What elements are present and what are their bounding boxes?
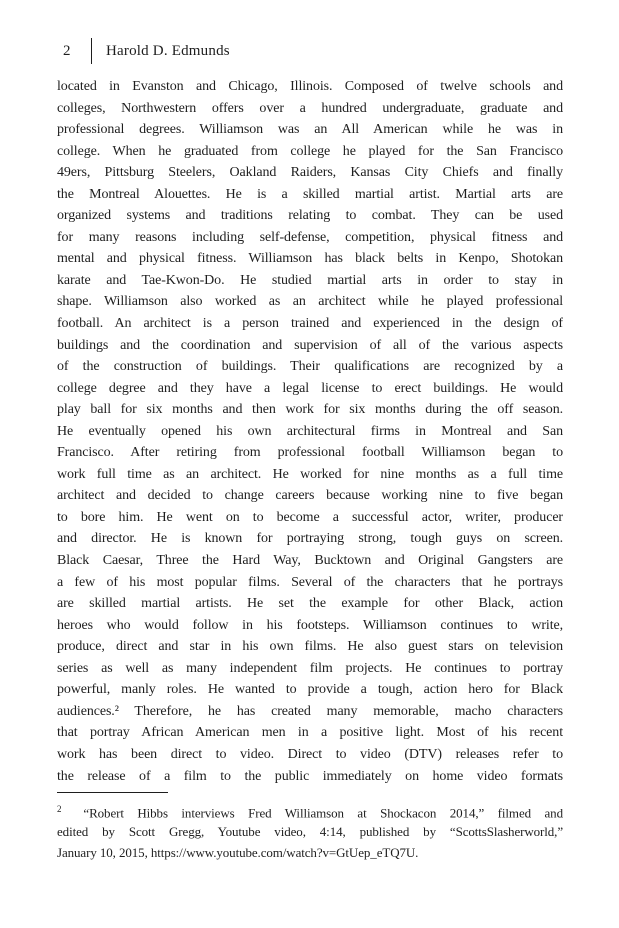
page-content bbox=[57, 38, 563, 864]
body-text-line: college degree and they have a legal license to erect buildings. He would bbox=[57, 380, 563, 396]
body-text-line: play ball for six months and then work for six months during the off season. bbox=[57, 402, 563, 418]
body-text-line: series as well as many independent film projects. He continues to portray bbox=[57, 660, 563, 676]
footnote-text: “Robert Hibbs interviews Fred Williamson at Shockacon 2014,” filmed and bbox=[83, 805, 563, 821]
body-text-line: professional degrees. Williamson was an All American while he was in bbox=[57, 122, 563, 138]
body-text-line: mental and physical fitness. Williamson has black belts in Kenpo, Shotokan bbox=[57, 251, 563, 267]
body-text bbox=[57, 76, 563, 787]
running-header: Harold D. Edmunds bbox=[106, 42, 230, 59]
body-text-line: of the construction of buildings. Their qualifications are recognized by a bbox=[57, 359, 563, 375]
body-text-line: to bore him. He went on to become a successful actor, writer, producer bbox=[57, 509, 563, 525]
body-text-line: are skilled martial artists. He set the example for other Black, action bbox=[57, 596, 563, 612]
body-text-line: organized systems and traditions relating to combat. They can be used bbox=[57, 208, 563, 224]
footnote-marker: 2 bbox=[57, 804, 62, 815]
page-number: 2 bbox=[63, 42, 71, 59]
body-text-line: work full time as an architect. He worked for nine months as a full time bbox=[57, 466, 563, 482]
footnote-line: edited by Scott Gregg, Youtube video, 4:14, published by “ScottsSlasherworld,” bbox=[57, 823, 563, 839]
body-text-line: that portray African American men in a positive light. Most of his recent bbox=[57, 725, 563, 741]
body-text-line: powerful, manly roles. He wanted to provide a tough, action hero for Black bbox=[57, 682, 563, 698]
body-text-line: located in Evanston and Chicago, Illinois. Composed of twelve schools and bbox=[57, 79, 563, 94]
body-text-line: Francisco. After retiring from professional football Williamson began to bbox=[57, 445, 563, 461]
page-header bbox=[57, 38, 563, 64]
body-text-line: the release of a film to the public immediately on home video formats bbox=[57, 768, 563, 784]
body-text-line: and director. He is known for portraying strong, tough guys on screen. bbox=[57, 531, 563, 547]
body-text-line: architect and decided to change careers because working nine to five began bbox=[57, 488, 563, 504]
footnote bbox=[57, 792, 563, 864]
footnote-line: January 10, 2015, https://www.youtube.com/watch?v=GtUep_eTQ7U. bbox=[57, 845, 419, 861]
body-text-line: 49ers, Pittsburg Steelers, Oakland Raiders, Kansas City Chiefs and finally bbox=[57, 165, 563, 181]
body-text-line: karate and Tae-Kwon-Do. He studied martial arts in order to stay in bbox=[57, 272, 563, 288]
body-text-line: colleges, Northwestern offers over a hundred undergraduate, graduate and bbox=[57, 100, 563, 116]
body-text-line: the Montreal Alouettes. He is a skilled martial artist. Martial arts are bbox=[57, 186, 563, 202]
header-divider bbox=[91, 38, 92, 64]
footnote-line bbox=[57, 799, 563, 821]
body-text-line: heroes who would follow in his footsteps. Williamson continues to write, bbox=[57, 617, 563, 633]
body-text-line: produce, direct and star in his own films. He also guest stars on television bbox=[57, 639, 563, 655]
body-text-line: work has been direct to video. Direct to video (DTV) releases refer to bbox=[57, 746, 563, 762]
footnote-rule bbox=[57, 792, 168, 793]
body-text-line: a few of his most popular films. Several of the characters that he portrays bbox=[57, 574, 563, 590]
body-text-line: Black Caesar, Three the Hard Way, Bucktown and Original Gangsters are bbox=[57, 553, 563, 569]
body-text-line: audiences.² Therefore, he has created many memorable, macho characters bbox=[57, 703, 563, 719]
body-text-line: shape. Williamson also worked as an architect while he played professional bbox=[57, 294, 563, 310]
body-text-line: He eventually opened his own architectural firms in Montreal and San bbox=[57, 423, 563, 439]
body-text-line: buildings and the coordination and supervision of all of the various aspects bbox=[57, 337, 563, 353]
body-text-line: for many reasons including self-defense, competition, physical fitness and bbox=[57, 229, 563, 245]
body-text-line: football. An architect is a person trained and experienced in the design of bbox=[57, 316, 563, 332]
body-text-line: college. When he graduated from college he played for the San Francisco bbox=[57, 143, 563, 159]
